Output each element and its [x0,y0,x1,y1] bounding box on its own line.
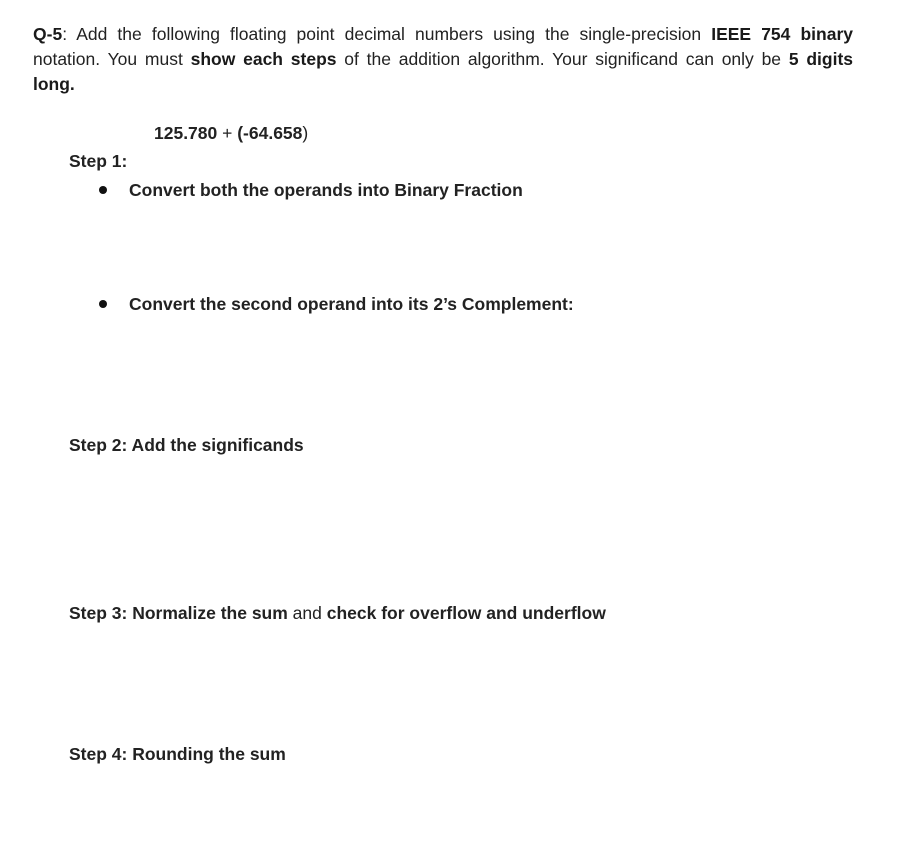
expression [154,121,308,145]
question-text [33,22,853,97]
step-3-bold-a: Step 3: Normalize the sum [69,603,288,623]
step-4-label-text: Step 4: Rounding the sum [69,744,286,764]
step-1-label-text: Step 1: [69,151,128,171]
question-colon: : [62,24,68,44]
step-3-bold-b: check for overflow and underflow [326,603,606,623]
question-bold-show-steps: show each steps [190,49,337,69]
operator: + [217,123,238,143]
bullet-icon [99,186,107,194]
step-3-plain: and [287,603,327,623]
question-part-2: notation. You must [33,49,191,69]
step-2-label [69,433,304,457]
question-bold-digits: 5 digits long. [33,49,853,94]
step-2-label-text: Step 2: Add the significands [69,435,304,455]
step-3-label [69,601,606,625]
bullet-icon [99,300,107,308]
step-1-bullet-1 [99,178,523,202]
step-4-label [69,742,286,766]
close-paren: ) [302,123,309,143]
question-number: Q-5 [33,24,63,44]
operand-2: (-64.658 [237,123,303,143]
question-part-3: of the addition algorithm. Your significand can only be [336,49,789,69]
question-part-1: Add the following floating point decimal numbers using the single-precision [67,24,712,44]
step-1-label [69,149,127,173]
question-bold-ieee: IEEE 754 binary [711,24,854,44]
step-1-bullet-2 [99,292,574,316]
operand-1: 125.780 [154,123,218,143]
step-1-bullet-1-text: Convert both the operands into Binary Fraction [129,180,523,200]
step-1-bullet-2-text: Convert the second operand into its 2’s Complement: [129,294,574,314]
